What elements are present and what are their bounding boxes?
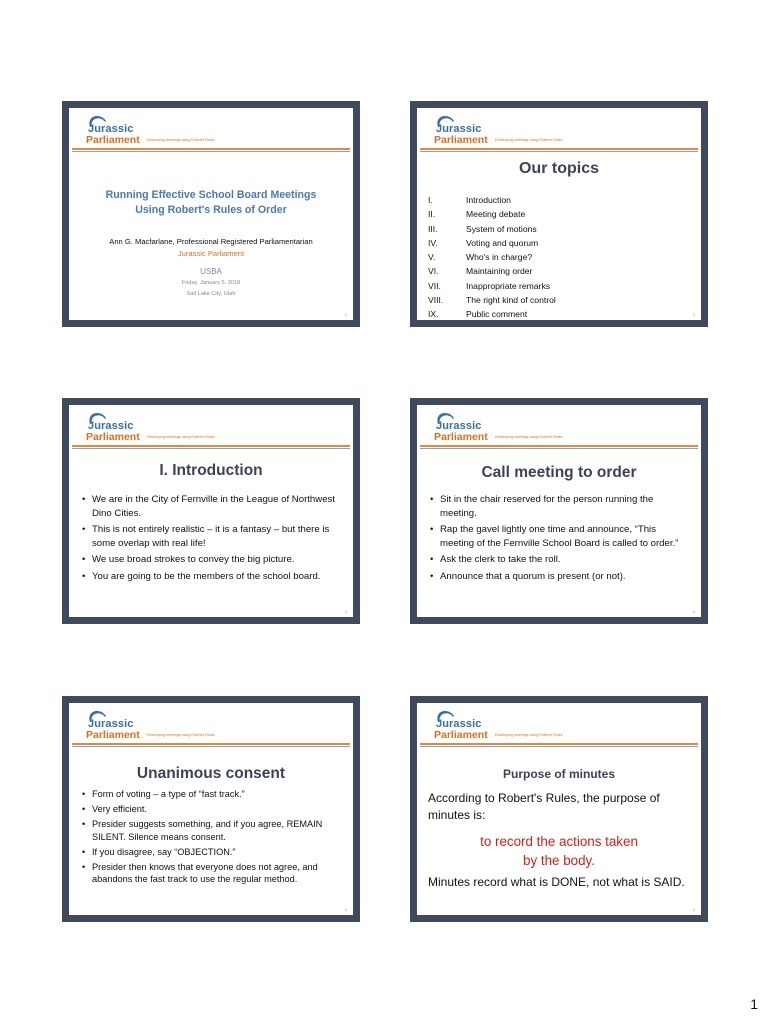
tagline: Developing meetings using Robert's Rules <box>147 435 215 439</box>
intro-text: According to Robert's Rules, the purpose of minutes is: <box>428 791 660 822</box>
slide-number: 5 <box>344 907 347 912</box>
header-rule <box>72 445 350 447</box>
list-item: III. System of motions <box>428 223 537 234</box>
slide-number: 4 <box>692 609 695 614</box>
slide-3 <box>62 398 360 624</box>
slide-number: 3 <box>344 609 347 614</box>
header-rule-secondary <box>72 151 350 152</box>
header-rule <box>72 743 350 745</box>
list-item: • Presider suggests something, and if you agree, REMAIN SILENT. Silence means consent. <box>80 818 339 843</box>
jurassic-parliament-logo <box>78 709 148 745</box>
list-item: • Presider then knows that everyone does not agree, and abandons the fast track to use the regular method. <box>80 861 339 886</box>
slide-6 <box>410 696 708 922</box>
slide-title-line-1: Running Effective School Board Meetings <box>105 189 317 201</box>
list-item: • If you disagree, say “OBJECTION.” <box>80 846 339 859</box>
event: USBA <box>200 267 222 276</box>
list-item: • Form of voting – a type of “fast track.” <box>80 788 339 801</box>
logo-line-1: Jurassic <box>88 718 134 730</box>
jurassic-parliament-logo <box>426 709 496 745</box>
header-rule-secondary <box>72 746 350 747</box>
jurassic-parliament-logo <box>78 411 148 447</box>
logo-line-2: Parliament <box>434 134 488 146</box>
list-item: • You are going to be the members of the school board. <box>80 570 339 584</box>
list-item: I. Introduction <box>428 195 511 205</box>
list-item: VII. Inappropriate remarks <box>428 280 551 291</box>
bullet-list <box>428 493 687 586</box>
slide-1 <box>62 101 360 327</box>
slide-2 <box>410 101 708 327</box>
list-item: • This is not entirely realistic – it is a fantasy – but there is some overlap with real life! <box>80 523 339 550</box>
list-item: • Sit in the chair reserved for the person running the meeting. <box>428 493 687 520</box>
jurassic-parliament-logo <box>78 114 148 150</box>
logo-line-2: Parliament <box>86 729 140 741</box>
header-rule-secondary <box>420 448 698 449</box>
logo-line-2: Parliament <box>86 134 140 146</box>
logo-line-2: Parliament <box>434 729 488 741</box>
slide-number: 2 <box>692 312 695 317</box>
highlight-text <box>417 832 701 870</box>
list-item: • We use broad strokes to convey the big picture. <box>80 553 339 567</box>
list-item: • Ask the clerk to take the roll. <box>428 553 687 567</box>
tagline: Developing meetings using Robert's Rules <box>147 733 215 737</box>
list-item: • We are in the City of Fernville in the League of Northwest Dino Cities. <box>80 493 339 520</box>
bullet-list <box>80 788 339 888</box>
highlight-line-1: to record the actions taken <box>480 834 638 849</box>
header-rule <box>420 148 698 150</box>
tagline: Developing meetings using Robert's Rules <box>495 733 563 737</box>
list-item: IX. Public comment <box>428 309 528 320</box>
bullet-list <box>80 493 339 586</box>
slide-title: I. Introduction <box>159 462 263 479</box>
date: Friday, January 5, 2018 <box>181 280 241 286</box>
list-item: IV. Voting and quorum <box>428 237 539 248</box>
presenter: Ann G. Macfarlane, Professional Registered Parliamentarian <box>109 237 313 246</box>
slide-title: Purpose of minutes <box>502 767 615 781</box>
header-rule <box>420 743 698 745</box>
header-rule-secondary <box>420 151 698 152</box>
list-item: VI. Maintaining order <box>428 266 533 277</box>
logo-line-1: Jurassic <box>436 718 482 730</box>
tagline: Developing meetings using Robert's Rules <box>495 138 563 142</box>
logo-line-1: Jurassic <box>88 123 134 135</box>
logo-line-1: Jurassic <box>436 123 482 135</box>
header-rule-secondary <box>72 448 350 449</box>
closing-text: Minutes record what is DONE, not what is SAID. <box>428 875 685 889</box>
organization: Jurassic Parliament <box>177 249 245 258</box>
list-item: • Very efficient. <box>80 803 339 816</box>
logo-line-2: Parliament <box>434 431 488 443</box>
slide-title: Unanimous consent <box>136 765 286 782</box>
slide-5 <box>62 696 360 922</box>
slide-4 <box>410 398 708 624</box>
jurassic-parliament-logo <box>426 114 496 150</box>
slide-title: Our topics <box>518 160 599 177</box>
list-item: • Announce that a quorum is present (or not). <box>428 570 687 584</box>
slide-title: Call meeting to order <box>481 464 637 481</box>
list-item: VIII. The right kind of control <box>428 295 556 306</box>
slide-title-line-2: Using Robert's Rules of Order <box>135 204 287 216</box>
slide-number: 6 <box>692 907 695 912</box>
logo-line-1: Jurassic <box>436 420 482 432</box>
location: Salt Lake City, Utah <box>186 291 236 297</box>
tagline: Developing meetings using Robert's Rules <box>495 435 563 439</box>
list-item: V. Who's in charge? <box>428 252 533 263</box>
highlight-line-2: by the body. <box>523 853 595 868</box>
tagline: Developing meetings using Robert's Rules <box>147 138 215 142</box>
slide-number: 1 <box>344 312 347 317</box>
page-number: 1 <box>750 996 758 1012</box>
logo-line-1: Jurassic <box>88 420 134 432</box>
list-item: II. Meeting debate <box>428 209 526 220</box>
header-rule <box>420 445 698 447</box>
header-rule <box>72 148 350 150</box>
list-item: • Rap the gavel lightly one time and announce, “This meeting of the Fernville School Board is called to order.” <box>428 523 687 550</box>
jurassic-parliament-logo <box>426 411 496 447</box>
header-rule-secondary <box>420 746 698 747</box>
topics-list <box>428 193 556 320</box>
logo-line-2: Parliament <box>86 431 140 443</box>
